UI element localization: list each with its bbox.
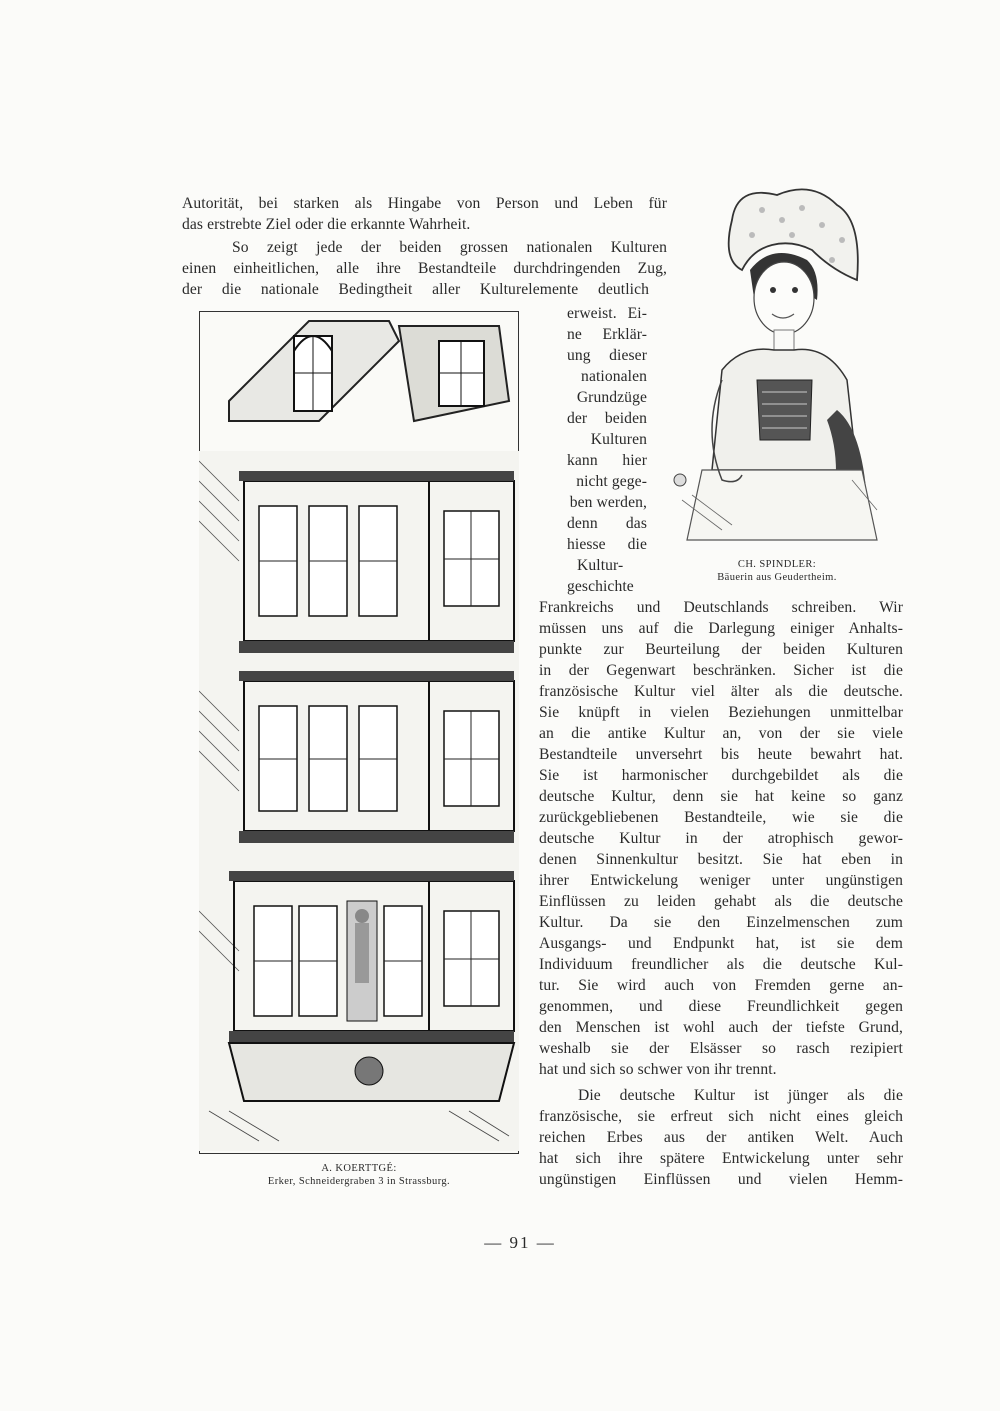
text-line: Kulturen [590,431,647,448]
erker-illustration [199,311,519,1154]
figure-peasant-woman-drawing [662,180,892,548]
text-line: Die deutsche Kultur ist jünger als die [578,1087,903,1104]
text-line: Frankreichs und Deutschlands schreiben. Wir [539,599,903,616]
text-line: Grundzüge [576,389,647,406]
text-line: Kultur- [577,557,624,574]
figure-woman-caption: Bäuerin aus Geudertheim. [717,572,837,583]
text-line: weshalb sie der Elsässer so rasch rezipiert [539,1040,903,1057]
text-line: französische, sie erfreut sich nicht eines gleich [539,1108,903,1125]
text-line: hiesse die [567,536,647,553]
text-line: erweist. Ei- [567,305,647,322]
text-line: ungünstigen Einflüssen und vielen Hemm- [539,1171,903,1188]
page-number: — 91 — [484,1233,556,1252]
text-line: reichen Erbes aus der antiken Welt. Auch [539,1129,903,1146]
text-line: zurückgebliebenen Bestandteile, wie sie die [539,809,903,826]
text-line: So zeigt jede der beiden grossen nationalen Kulturen [232,239,667,256]
text-line: Kultur. Da sie den Einzelmenschen zum [539,914,903,931]
text-line: Sie knüpft in vielen Beziehungen unmittelbar [539,704,903,721]
figure-erker-caption: Erker, Schneidergraben 3 in Strassburg. [267,1176,451,1187]
text-line: ihrer Entwickelung weniger unter ungünstigen [539,872,903,889]
text-line: Einflüssen zu leiden gehabt als die deutsche [539,893,903,910]
text-line: müssen uns auf die Darlegung einiger Anhalts- [539,620,903,637]
text-line: nicht gege- [576,473,647,490]
text-line: genommen, und diese Freundlichkeit gegen [539,998,903,1015]
text-line: punkte zur Beurteilung der beiden Kulturen [539,641,903,658]
text-line: Ausgangs- und Endpunkt hat, ist sie dem [539,935,903,952]
text-line: einen einheitlichen, alle ihre Bestandteile durchdringenden Zug, [182,260,667,277]
text-line: kann hier [567,452,647,469]
text-line: deutsche Kultur, denn sie hat keine so ganz [539,788,903,805]
figure-erker-drawing [199,311,519,1154]
text-line: Bestandteile unversehrt bis heute bewahrt hat. [539,746,903,763]
text-line: denn das [567,515,647,532]
text-line: den Menschen ist wohl auch der tiefste Grund, [539,1019,903,1036]
text-line: in der Gegenwart beschränken. Sicher ist die [539,662,903,679]
text-line: denen Sinnenkultur besitzt. Sie hat eben in [539,851,903,868]
text-line: Individuum freundlicher als die deutsche Kul- [539,956,903,973]
text-line: geschichte [567,578,634,595]
text-line: an die antike Kultur an, von der sie viele [539,725,903,742]
text-line: nationalen [581,368,647,385]
peasant-woman-illustration [662,180,892,548]
figure-erker-artist: A. KOERTTGÉ: [321,1163,397,1174]
text-line: ung dieser [567,347,647,364]
text-line: der beiden [567,410,647,427]
text-line: der die nationale Bedingtheit aller Kulturelemente deutlich [182,281,649,298]
text-line: ne Erklär- [567,326,647,343]
text-line: Autorität, bei starken als Hingabe von Person und Leben für [182,195,667,212]
text-line: das erstrebte Ziel oder die erkannte Wahrheit. [182,216,471,233]
text-line: deutsche Kultur in der atrophisch gewor- [539,830,903,847]
figure-woman-artist: CH. SPINDLER: [737,559,817,570]
text-line: hat und sich so schwer von ihr trennt. [539,1061,777,1078]
text-line: Sie ist harmonischer durchgebildet als die [539,767,903,784]
text-line: tur. Sie wird auch von Fremden gerne an- [539,977,903,994]
text-line: hat sich ihre spätere Entwickelung unter sehr [539,1150,903,1167]
text-line: ben werden, [569,494,647,511]
text-line: französische Kultur viel älter als die deutsche. [539,683,903,700]
